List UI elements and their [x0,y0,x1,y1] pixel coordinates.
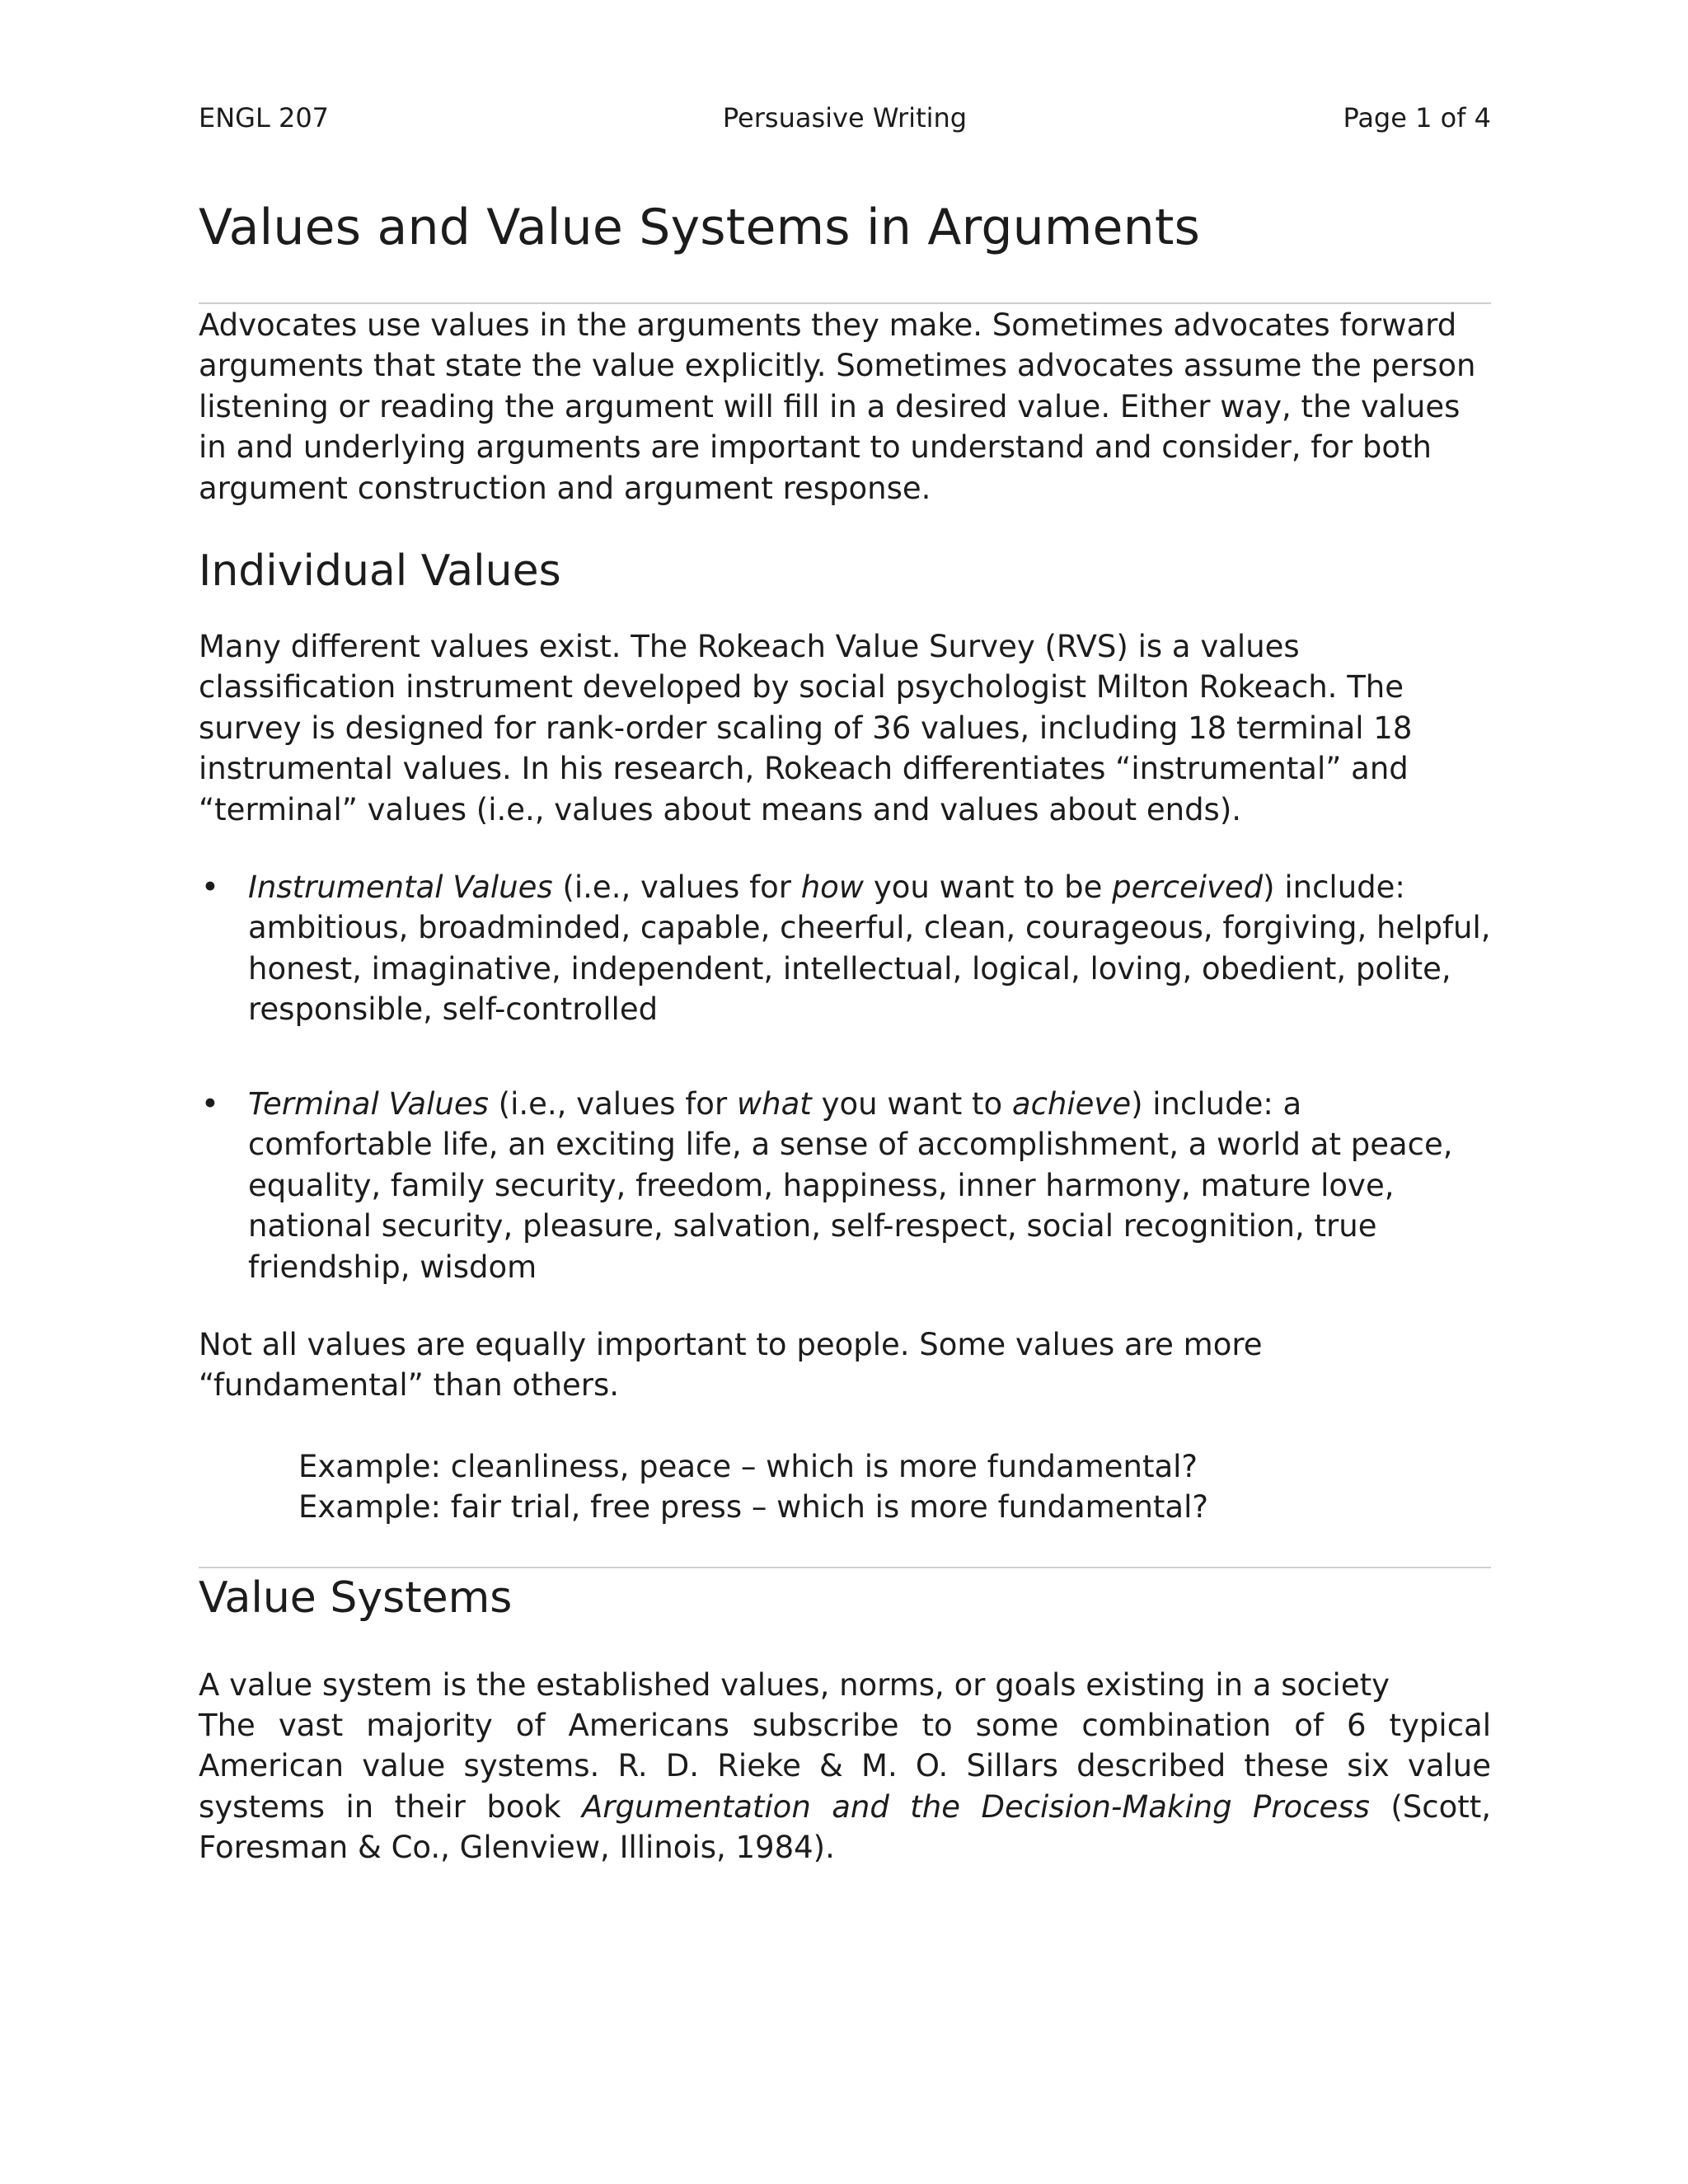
value-system-definition: A value system is the established values, norms, or goals existing in a society [199,1667,1390,1703]
example-line: Example: cleanliness, peace – which is more fundamental? [298,1449,1198,1484]
bullet-icon: • [201,1086,219,1122]
fundamental-paragraph: Not all values are equally important to people. Some values are more “fundamental” than others. [199,1327,1263,1404]
course-subject: Persuasive Writing [722,102,968,134]
value-systems-paragraph [199,1705,1491,1868]
bullet-text-segment: (i.e., values for [552,869,801,905]
bullet-label: Terminal Values [248,1086,489,1122]
intro-paragraph: Advocates use values in the arguments they make. Sometimes advocates forward arguments that state the value explicitly. Sometimes advocates assume the person listening or reading the argument will fill in a desired value. Either way, the values in and underlying arguments are important to understand and consider, for both argument construction and argument response. [199,307,1476,506]
bullet-text [248,1084,1491,1287]
bullet-terminal-values [199,1084,1491,1287]
bullet-emphasis: perceived [1112,869,1264,905]
bullet-icon: • [201,869,219,905]
section-divider [199,1567,1491,1568]
bullet-text [248,867,1491,1030]
bullet-emphasis: what [736,1086,812,1122]
bullet-emphasis: achieve [1011,1086,1132,1122]
section-heading-individual-values: Individual Values [199,546,561,596]
bullet-label: Instrumental Values [248,869,553,905]
bullet-text-segment: you want to be [864,869,1113,905]
page-header [199,97,1491,138]
bullet-text-segment: ) include: ambitious, broadminded, capable, cheerful, clean, courageous, forgiving, helpful, honest, imaginative, independent, intellectual, logical, loving, obedient, polite, responsible, self-controlled [248,869,1491,1028]
bullet-instrumental-values [199,867,1491,1030]
title-divider [199,302,1491,304]
bullet-text-segment: (i.e., values for [488,1086,737,1122]
example-line: Example: fair trial, free press – which is more fundamental? [298,1489,1209,1525]
course-code: ENGL 207 [199,102,330,134]
section-heading-value-systems: Value Systems [199,1573,513,1623]
bullet-emphasis: how [800,869,865,905]
paragraph-segment: (Scott, Foresman & Co., Glenview, Illinois, 1984). [199,1788,1491,1866]
page-number: Page 1 of 4 [1343,102,1491,134]
page-title: Values and Value Systems in Arguments [199,199,1201,256]
bullet-text-segment: you want to [811,1086,1012,1122]
rokeach-paragraph: Many different values exist. The Rokeach Value Survey (RVS) is a values classification instrument developed by social psychologist Milton Rokeach. The survey is designed for rank-order scaling of 36 values, including 18 terminal 18 instrumental values. In his research, Rokeach differentiates “instrumental” and “terminal” values (i.e., values about means and values about ends). [199,629,1413,827]
bullet-text-segment: ) include: a comfortable life, an exciting life, a sense of accomplishment, a world at peace, equality, family security, freedom, happiness, inner harmony, mature love, national security, pleasure, salvation, self-respect, social recognition, true friendship, wisdom [248,1086,1453,1285]
book-title: Argumentation and the Decision-Making Process [582,1788,1370,1825]
paragraph-segment: The vast majority of Americans subscribe to some combination of 6 typical American value systems. R. D. Rieke & M. O. Sillars described these six value systems in their book [199,1708,1491,1825]
